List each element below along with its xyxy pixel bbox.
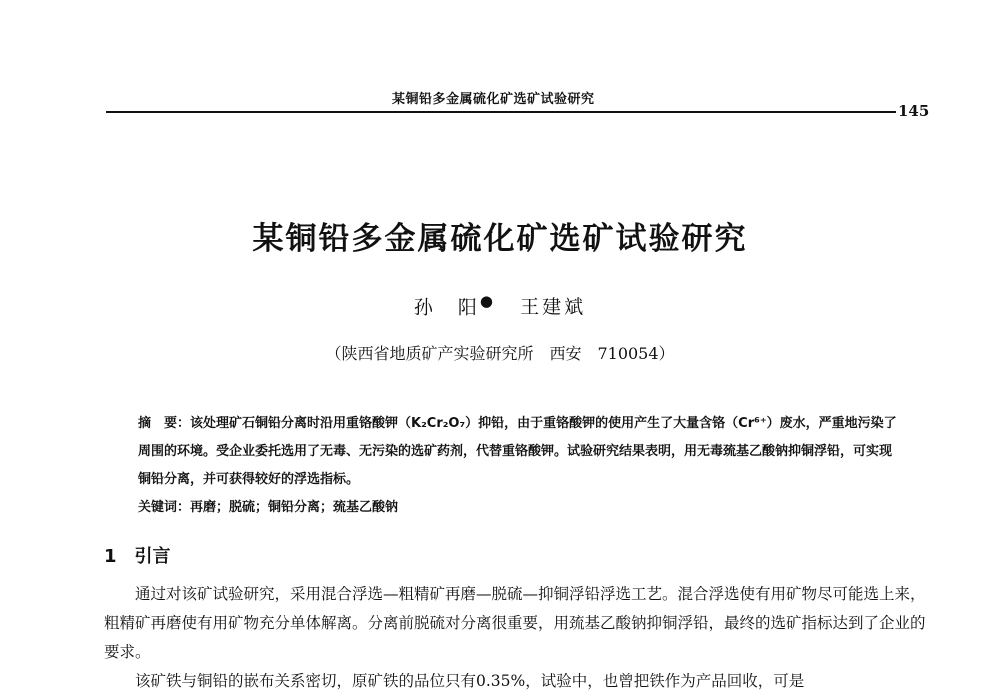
abstract-text: 该处理矿石铜铅分离时沿用重铬酸钾（K₂Cr₂O₇）抑铅，由于重铬酸钾的使用产生了大量含铬（Cr⁶⁺）废水，严重地污染了周围的环境。受企业委托选用了无毒、无污染的选矿药剂，代替重铬酸钾。试验研究结果表明，用无毒巯基乙酸钠抑铜浮铅，可实现铜铅分离，并可获得较好的浮选指标。	[138, 416, 897, 487]
authors	[0, 292, 1000, 319]
author-second: 王建斌	[520, 296, 587, 319]
section-number: 1	[104, 546, 117, 567]
page-number: 145	[898, 102, 930, 120]
affiliation: （陕西省地质矿产实验研究所 西安 710054）	[325, 344, 675, 363]
keywords-text: 再磨；脱硫；铜铅分离；巯基乙酸钠	[190, 500, 399, 515]
author-footnote-mark: ●	[479, 292, 494, 310]
abstract-label: 摘 要：	[138, 416, 191, 431]
body-paragraph: 通过对该矿试验研究，采用混合浮选—粗精矿再磨—脱硫—抑铜浮铅浮选工艺。混合浮选使有用矿物尽可能选上来，粗精矿再磨使有用矿物充分单体解离。分离前脱硫对分离很重要，用巯基乙酸钠抑铜浮铅，最终的选矿指标达到了企业的要求。	[104, 585, 926, 661]
running-header: 某铜铅多金属硫化矿选矿试验研究	[392, 92, 595, 107]
abstract-paragraph	[138, 410, 898, 494]
body-paragraph-partial: 该矿铁与铜铅的嵌布关系密切，原矿铁的品位只有0.35%，试验中，也曾把铁作为产品回收，可是	[135, 672, 805, 690]
section-title: 引言	[134, 546, 171, 567]
section-heading	[104, 542, 171, 568]
keywords-label: 关键词：	[138, 500, 191, 515]
body-text	[104, 580, 930, 690]
article-title: 某铜铅多金属硫化矿选矿试验研究	[252, 221, 748, 257]
header-rule	[106, 111, 896, 113]
abstract	[138, 410, 898, 522]
keywords-paragraph	[138, 494, 898, 522]
author-first: 孙 阳	[413, 296, 480, 319]
